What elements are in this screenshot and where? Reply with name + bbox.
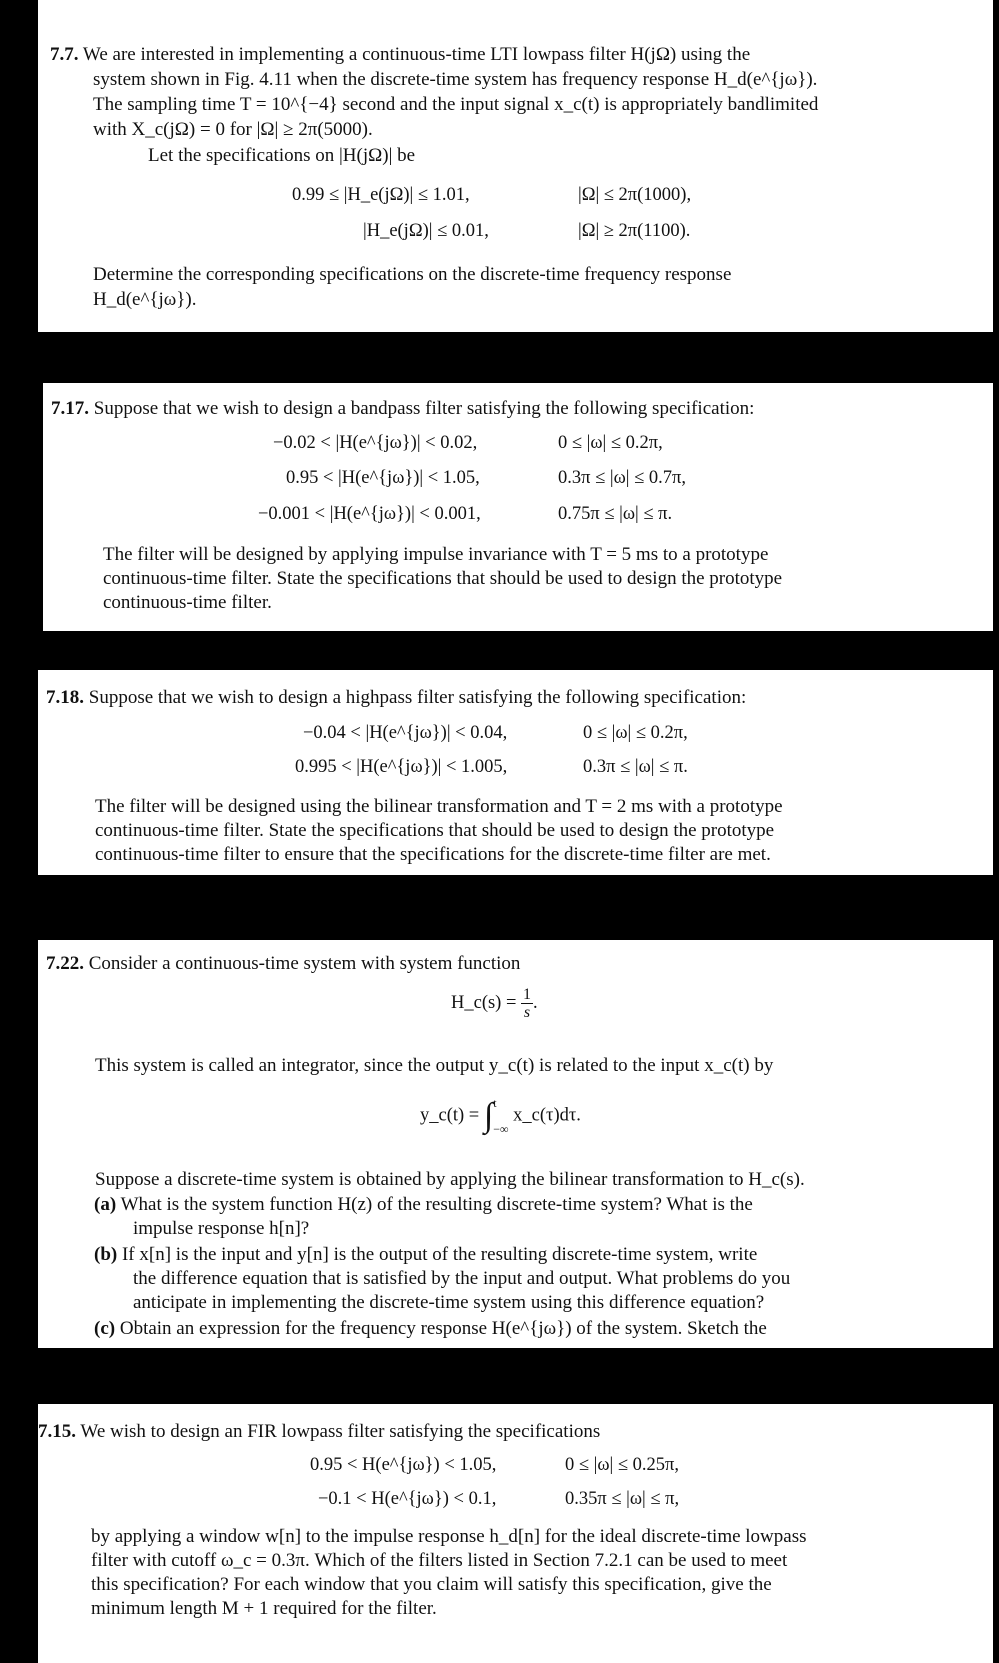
- problem-7-7-panel: [38, 0, 993, 332]
- bandpass-eq-2-lhs: 0.95 < |H(e^{jω})| < 1.05,: [286, 468, 480, 488]
- highpass-eq-1-lhs: −0.04 < |H(e^{jω})| < 0.04,: [303, 723, 508, 743]
- highpass-eq-2-lhs: 0.995 < |H(e^{jω})| < 1.005,: [295, 757, 508, 777]
- problem-7-17-closing-2: continuous-time filter. State the specifications that should be used to design the prototype: [103, 568, 783, 589]
- problem-7-17-closing-1: The filter will be designed by applying impulse invariance with T = 5 ms to a prototype: [103, 544, 769, 565]
- problem-7-15-closing-2: filter with cutoff ω_c = 0.3π. Which of the filters listed in Section 7.2.1 can be used to meet: [91, 1550, 788, 1571]
- problem-7-7-line-5: Let the specifications on |H(jΩ)| be: [148, 145, 416, 166]
- problem-7-17-intro: 7.17. Suppose that we wish to design a bandpass filter satisfying the following specification:: [51, 398, 755, 419]
- problem-7-22-intro: 7.22. Consider a continuous-time system with system function: [46, 953, 521, 974]
- bandpass-eq-1-lhs: −0.02 < |H(e^{jω})| < 0.02,: [273, 433, 478, 453]
- integral-sign: ∫: [483, 1097, 494, 1134]
- problem-7-7-line-1: 7.7. We are interested in implementing a continuous-time LTI lowpass filter H(jΩ) using the: [50, 44, 751, 65]
- integrator-system-function: H_c(s) = $\frac{1}{s}$ .: [451, 986, 538, 1021]
- problem-7-15-panel: [38, 1404, 993, 1663]
- problem-7-7-closing-1: Determine the corresponding specifications on the discrete-time frequency response: [93, 264, 732, 285]
- fraction: $\frac{1}{s}$: [523, 986, 532, 1021]
- problem-7-18-closing-1: The filter will be designed using the bilinear transformation and T = 2 ms with a prototype: [95, 796, 783, 817]
- problem-7-18-intro: 7.18. Suppose that we wish to design a highpass filter satisfying the following specification:: [46, 687, 747, 708]
- integral-equation: y_c(t) = ∫ t −∞ x_c(τ)dτ.: [420, 1096, 581, 1136]
- highpass-eq-1-rhs: 0 ≤ |ω| ≤ 0.2π,: [583, 723, 688, 743]
- problem-number: 7.17.: [51, 398, 89, 419]
- problem-7-17-closing-3: continuous-time filter.: [103, 592, 272, 613]
- problem-7-18-closing-2: continuous-time filter. State the specifications that should be used to design the prototype: [95, 820, 775, 841]
- spec-eq-1-rhs: |Ω| ≤ 2π(1000),: [578, 185, 692, 205]
- problem-7-22-after: Suppose a discrete-time system is obtained by applying the bilinear transformation to H_c(s).: [95, 1169, 805, 1190]
- spec-eq-2-lhs: |H_e(jΩ)| ≤ 0.01,: [363, 221, 489, 241]
- problem-7-7-closing-2: H_d(e^{jω}).: [93, 289, 197, 310]
- spec-eq-1-lhs: 0.99 ≤ |H_e(jΩ)| ≤ 1.01,: [292, 185, 470, 205]
- part-a-line-2: impulse response h[n]?: [133, 1218, 310, 1239]
- problem-7-7-line-2: system shown in Fig. 4.11 when the discrete-time system has frequency response H_d(e^{jω}).: [93, 69, 818, 90]
- problem-7-18-panel: [38, 670, 993, 875]
- part-b-line-1: (b) If x[n] is the input and y[n] is the output of the resulting discrete-time system, write: [94, 1244, 758, 1265]
- fir-eq-1-rhs: 0 ≤ |ω| ≤ 0.25π,: [565, 1455, 679, 1475]
- bandpass-eq-3-rhs: 0.75π ≤ |ω| ≤ π.: [558, 504, 673, 524]
- problem-7-7-line-3: The sampling time T = 10^{−4} second and the input signal x_c(t) is appropriately bandlimited: [93, 94, 819, 115]
- problem-number: 7.18.: [46, 687, 84, 708]
- problem-7-15-closing-1: by applying a window w[n] to the impulse response h_d[n] for the ideal discrete-time lowpass: [91, 1526, 807, 1547]
- problem-7-18-closing-3: continuous-time filter to ensure that the specifications for the discrete-time filter are met.: [95, 844, 771, 865]
- part-a-line-1: (a) What is the system function H(z) of the resulting discrete-time system? What is the: [94, 1194, 753, 1215]
- highpass-eq-2-rhs: 0.3π ≤ |ω| ≤ π.: [583, 757, 688, 777]
- part-b-line-3: anticipate in implementing the discrete-time system using this difference equation?: [133, 1292, 765, 1313]
- fir-eq-2-rhs: 0.35π ≤ |ω| ≤ π,: [565, 1489, 680, 1509]
- problem-7-17-panel: [43, 383, 993, 631]
- problem-7-15-closing-3: this specification? For each window that you claim will satisfy this specification, give the: [91, 1574, 772, 1595]
- problem-7-7-line-4: with X_c(jΩ) = 0 for |Ω| ≥ 2π(5000).: [93, 119, 373, 140]
- problem-number: 7.22.: [46, 953, 84, 974]
- fir-eq-2-lhs: −0.1 < H(e^{jω}) < 0.1,: [318, 1489, 497, 1509]
- part-c-line-1: (c) Obtain an expression for the frequency response H(e^{jω}) of the system. Sketch the: [94, 1318, 767, 1339]
- problem-number: 7.15.: [38, 1421, 76, 1442]
- part-b-line-2: the difference equation that is satisfied by the input and output. What problems do you: [133, 1268, 791, 1289]
- spec-eq-2-rhs: |Ω| ≥ 2π(1100).: [578, 221, 691, 241]
- bandpass-eq-2-rhs: 0.3π ≤ |ω| ≤ 0.7π,: [558, 468, 686, 488]
- bandpass-eq-3-lhs: −0.001 < |H(e^{jω})| < 0.001,: [258, 504, 481, 524]
- problem-number: 7.7.: [50, 44, 79, 65]
- fir-eq-1-lhs: 0.95 < H(e^{jω}) < 1.05,: [310, 1455, 497, 1475]
- problem-7-15-intro: 7.15. We wish to design an FIR lowpass filter satisfying the specifications: [38, 1421, 601, 1442]
- problem-7-22-panel: [38, 940, 993, 1348]
- bandpass-eq-1-rhs: 0 ≤ |ω| ≤ 0.2π,: [558, 433, 663, 453]
- problem-7-15-closing-4: minimum length M + 1 required for the filter.: [91, 1598, 437, 1619]
- problem-7-22-mid: This system is called an integrator, since the output y_c(t) is related to the input x_c(t) by: [95, 1055, 774, 1076]
